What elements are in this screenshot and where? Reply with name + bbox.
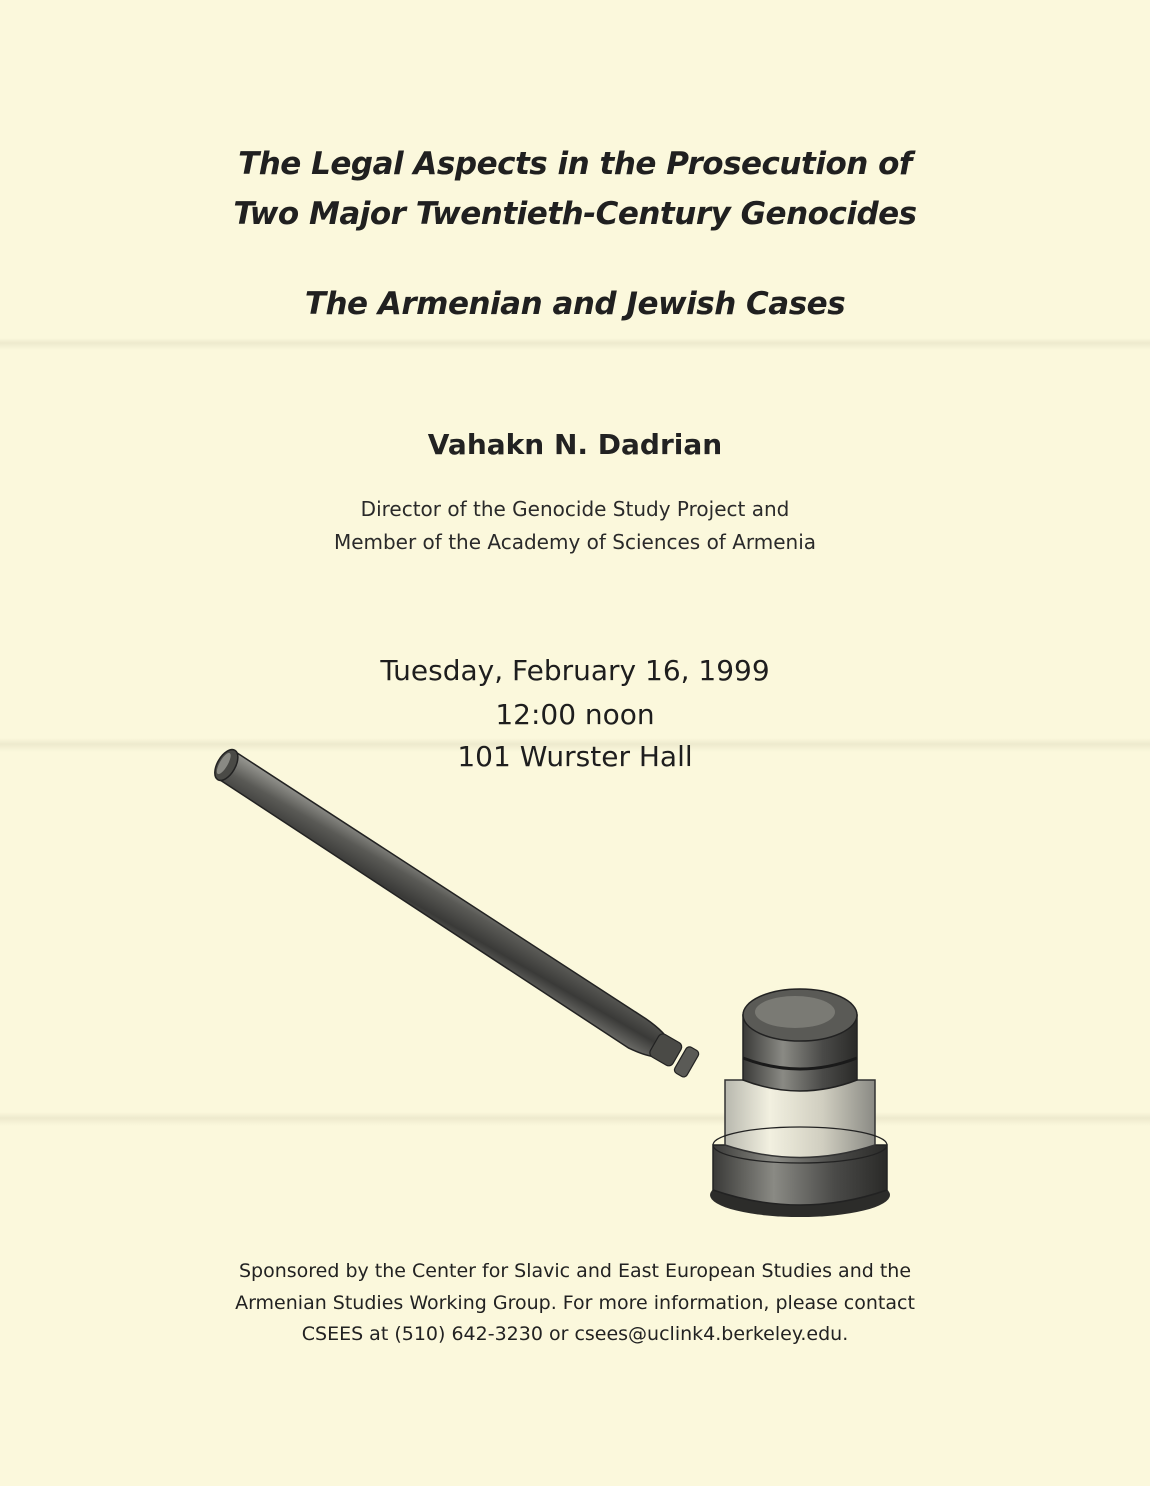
- sponsor-line-1: Sponsored by the Center for Slavic and East European Studies and the: [238, 1260, 912, 1282]
- sponsor-line-2: Armenian Studies Working Group. For more information, please contact: [235, 1292, 915, 1314]
- event-date: Tuesday, February 16, 1999: [380, 654, 770, 687]
- gavel-icon: [195, 740, 925, 1220]
- title-line-2: Two Major Twentieth-Century Genocides: [233, 196, 917, 232]
- sponsor-line-3: CSEES at (510) 642-3230 or csees@uclink4.berkeley.edu.: [301, 1323, 849, 1345]
- speaker-name: Vahakn N. Dadrian: [427, 428, 723, 461]
- event-location: 101 Wurster Hall: [457, 740, 693, 773]
- subtitle: The Armenian and Jewish Cases: [304, 286, 846, 322]
- speaker-affiliation-line-2: Member of the Academy of Sciences of Armenia: [333, 530, 817, 554]
- event-time: 12:00 noon: [495, 698, 655, 731]
- title-line-1: The Legal Aspects in the Prosecution of: [238, 146, 912, 182]
- speaker-affiliation-line-1: Director of the Genocide Study Project and: [360, 497, 790, 521]
